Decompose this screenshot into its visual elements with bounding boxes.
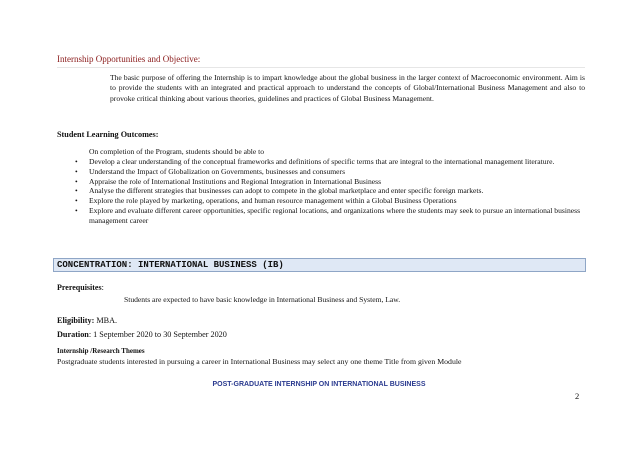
- list-item-text: Analyse the different strategies that businesses can adopt to compete in the global marketplace and enter specific foreign markets.: [89, 186, 484, 196]
- page-footer: POST-GRADUATE INTERNSHIP ON INTERNATIONAL BUSINESS: [212, 381, 426, 388]
- concentration-banner: CONCENTRATION: INTERNATIONAL BUSINESS (IB): [53, 258, 586, 272]
- bullet-icon: •: [75, 205, 78, 215]
- bullet-icon: •: [75, 196, 78, 206]
- list-item-text: Explore the role played by marketing, operations, and human resource management within a Global Business Operations: [89, 196, 457, 206]
- eligibility-value: MBA.: [96, 316, 118, 325]
- duration-value: : 1 September 2020 to 30 September 2020: [88, 330, 227, 339]
- themes-text: Postgraduate students interested in pursuing a career in International Business may select any one theme Title from given Module: [57, 357, 462, 366]
- learning-outcomes-list: [75, 157, 585, 226]
- duration-line: [57, 330, 227, 339]
- list-item-text: Explore and evaluate different career opportunities, specific regional locations, and organizations where the students may seek to pursue an international business management career: [89, 205, 581, 225]
- list-item: [75, 186, 585, 196]
- list-item-text: Understand the Impact of Globalization on Governments, businesses and consumers: [89, 166, 346, 176]
- bullet-icon: •: [75, 157, 78, 166]
- list-item: [75, 196, 585, 206]
- prerequisites-colon: :: [101, 283, 104, 292]
- prerequisites-label-text: Prerequisites: [57, 283, 102, 292]
- list-item: [75, 167, 585, 177]
- list-item: [75, 157, 585, 167]
- learning-outcomes-intro: On completion of the Program, students should be able to: [89, 147, 265, 156]
- eligibility-label: Eligibility:: [57, 316, 95, 325]
- list-item: [75, 206, 585, 226]
- bullet-icon: •: [75, 186, 78, 196]
- list-item-text: Develop a clear understanding of the conceptual frameworks and definitions of specific terms that are integral to the international management literature.: [89, 157, 555, 166]
- prerequisites-label: [57, 283, 104, 292]
- learning-outcomes-title: Student Learning Outcomes:: [57, 130, 159, 139]
- prerequisites-text: Students are expected to have basic knowledge in International Business and System, Law.: [124, 295, 401, 304]
- section-title: Internship Opportunities and Objective:: [57, 54, 201, 64]
- bullet-icon: •: [75, 176, 78, 186]
- page-number: 2: [575, 391, 580, 401]
- bullet-icon: •: [75, 166, 78, 176]
- list-item: [75, 177, 585, 187]
- duration-label: Duration: [57, 330, 89, 339]
- eligibility-line: [57, 316, 117, 325]
- themes-label: Internship /Research Themes: [57, 347, 145, 355]
- divider: [57, 67, 585, 68]
- objective-paragraph: The basic purpose of offering the Internship is to impart knowledge about the global business in the larger context of Macroeconomic environment. Aim is to provide the students with an integrated and practical approach to understand the concepts of Global/International Business Management and also to provoke critical thinking about various theories, guidelines and practices of Global Business Management.: [110, 73, 585, 103]
- list-item-text: Appraise the role of International Institutions and Regional Integration in International Business: [89, 176, 382, 186]
